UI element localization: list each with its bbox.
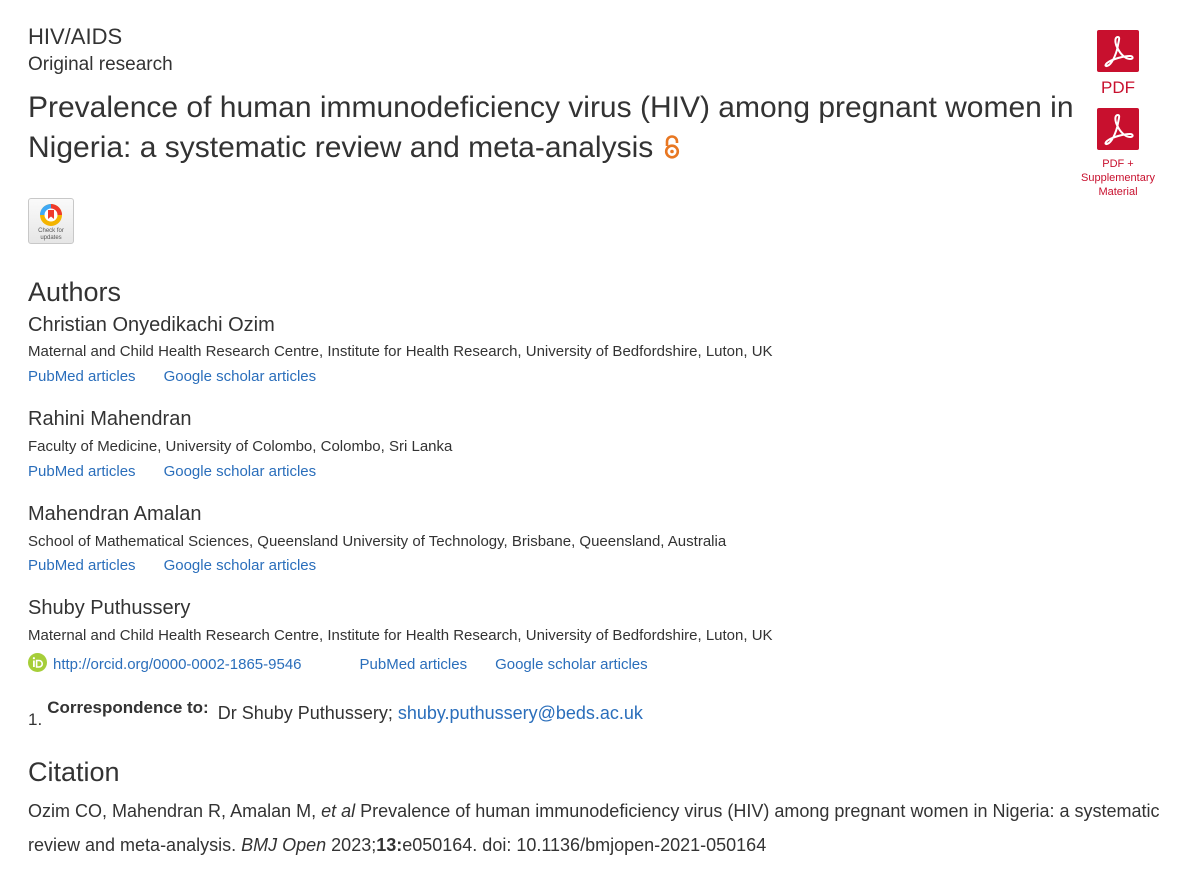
article-title-text: Prevalence of human immunodeficiency virus (HIV) among pregnant women in Nigeria: a systematic review and meta-analysis [28, 91, 1074, 164]
pdf-supplementary-download-button[interactable] [1081, 108, 1155, 199]
acrobat-pdf-icon [1097, 30, 1139, 72]
authors-heading: Authors [28, 277, 122, 307]
citation-heading: Citation [28, 757, 120, 787]
author-affiliation: School of Mathematical Sciences, Queensland University of Technology, Brisbane, Queensland, Australia [28, 533, 727, 550]
pubmed-articles-link[interactable]: PubMed articles [28, 368, 136, 385]
citation-text: Ozim CO, Mahendran R, Amalan M, et al Prevalence of human immunodeficiency virus (HIV) among pregnant women in Nigeria: a systematic review and meta-analysis. BMJ Open 2023;13:e050164. doi: 10.1136/bmjopen-2021-050164 [28, 801, 1160, 855]
correspondence-number: 1. [28, 710, 43, 729]
author-links [28, 463, 344, 480]
acrobat-pdf-icon [1097, 108, 1139, 150]
check-for-updates-badge[interactable] [28, 198, 74, 244]
correspondence-name: Dr Shuby Puthussery; [217, 703, 393, 723]
author-links [28, 557, 344, 574]
google-scholar-articles-link[interactable]: Google scholar articles [163, 368, 317, 385]
pubmed-articles-link[interactable]: PubMed articles [359, 656, 468, 673]
pubmed-articles-link[interactable]: PubMed articles [28, 557, 136, 574]
crossmark-icon [38, 202, 64, 228]
author-links [28, 368, 344, 385]
author-name: Mahendran Amalan [28, 503, 202, 525]
pdf-supp-label: PDF + Supplementary Material [1081, 158, 1155, 198]
correspondence-label: Correspondence to: [47, 698, 209, 717]
crossmark-label: Check for updates [38, 228, 64, 241]
author-name: Christian Onyedikachi Ozim [28, 314, 275, 336]
pubmed-articles-link[interactable]: PubMed articles [28, 463, 136, 480]
article-title [28, 88, 1078, 170]
article-type: Original research [28, 54, 173, 75]
subject-category: HIV/AIDS [28, 24, 123, 49]
pdf-download-button[interactable] [1086, 30, 1150, 98]
pdf-label: PDF [1101, 78, 1135, 97]
google-scholar-articles-link[interactable]: Google scholar articles [163, 463, 317, 480]
correspondence-email-link[interactable]: shuby.puthussery@beds.ac.uk [397, 703, 643, 723]
author-links [28, 653, 676, 676]
author-affiliation: Faculty of Medicine, University of Colombo, Colombo, Sri Lanka [28, 438, 453, 455]
author-name: Shuby Puthussery [28, 597, 191, 619]
google-scholar-articles-link[interactable]: Google scholar articles [495, 656, 648, 673]
author-affiliation: Maternal and Child Health Research Centre, Institute for Health Research, University of Bedfordshire, Luton, UK [28, 343, 773, 360]
author-affiliation: Maternal and Child Health Research Centre, Institute for Health Research, University of Bedfordshire, Luton, UK [28, 627, 773, 644]
author-name: Rahini Mahendran [28, 408, 192, 430]
open-lock-icon [663, 130, 681, 170]
orcid-link[interactable]: http://orcid.org/0000-0002-1865-9546 [53, 656, 302, 673]
correspondence [28, 698, 643, 730]
orcid-icon [28, 653, 47, 676]
google-scholar-articles-link[interactable]: Google scholar articles [163, 557, 317, 574]
